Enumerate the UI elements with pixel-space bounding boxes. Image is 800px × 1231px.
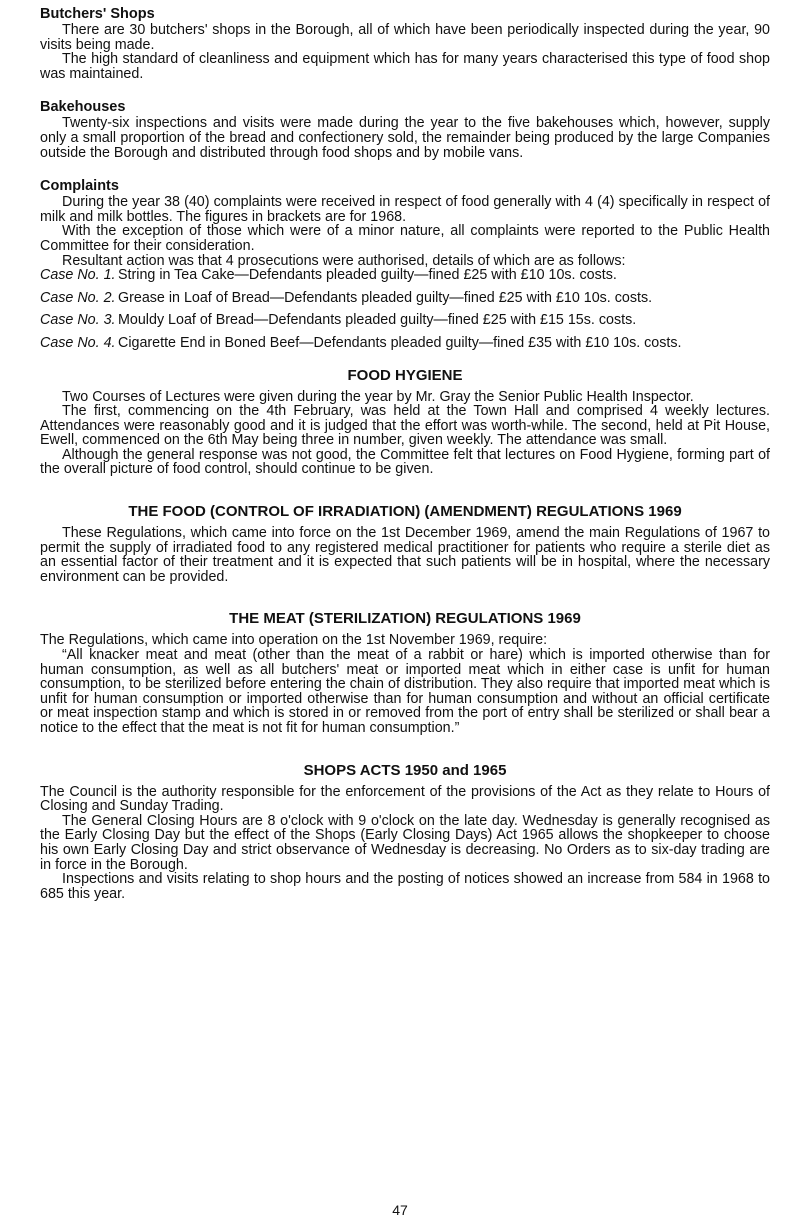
food-hygiene-paragraph-3: Although the general response was not good, the Committee felt that lectures on Food Hygiene, forming part of the overall picture of food control, should continue to be given. xyxy=(40,446,770,478)
bakehouses-paragraph: Twenty-six inspections and visits were made during the year to the five bakehouses which, however, supply only a small proportion of the bread and confectionery sold, the remainder being produced by the large Companies outside the Borough and distributed through food shops and by mobile vans. xyxy=(40,115,770,161)
case-label: Case No. 3. xyxy=(40,312,116,329)
case-text: String in Tea Cake—Defendants pleaded guilty—fined £25 with £10 10s. costs. xyxy=(118,267,617,284)
case-text: Cigarette End in Boned Beef—Defendants pleaded guilty—fined £35 with £10 10s. costs. xyxy=(118,334,682,351)
case-item xyxy=(40,291,770,306)
case-label: Case No. 1. xyxy=(40,267,116,284)
shops-paragraph-1: The Council is the authority responsible for the enforcement of the provisions of the Act as they relate to Hours of Closing and Sunday Trading. xyxy=(40,783,770,815)
food-hygiene-paragraph-2: The first, commencing on the 4th February, was held at the Town Hall and comprised 4 weekly lectures. Attendances were reasonably good and it is judged that the effort was worth-while. The second, held at Pit House, Ewell, commenced on the 6th May being three in number, given weekly. The attendance was small. xyxy=(40,403,770,449)
butchers-paragraph-1: There are 30 butchers' shops in the Borough, all of which have been periodically inspected during the year, 90 visits being made. xyxy=(40,22,770,53)
food-hygiene-paragraph-1: Two Courses of Lectures were given during the year by Mr. Gray the Senior Public Health Inspector. xyxy=(62,388,694,405)
case-item xyxy=(40,268,770,283)
meat-heading: THE MEAT (STERILIZATION) REGULATIONS 1969 xyxy=(229,610,581,628)
document-page xyxy=(40,6,770,901)
butchers-heading: Butchers' Shops xyxy=(40,6,155,22)
complaints-paragraph-2: With the exception of those which were of a minor nature, all complaints were reported to the Public Health Committee for their consideration. xyxy=(40,223,770,254)
case-item xyxy=(40,313,770,328)
shops-paragraph-3: Inspections and visits relating to shop hours and the posting of notices showed an increase from 584 in 1968 to 685 this year. xyxy=(40,871,770,902)
case-item xyxy=(40,336,770,351)
food-hygiene-heading: FOOD HYGIENE xyxy=(347,366,463,384)
shops-heading: SHOPS ACTS 1950 and 1965 xyxy=(303,761,507,779)
complaints-heading: Complaints xyxy=(40,178,119,195)
meat-paragraph: The Regulations, which came into operation on the 1st November 1969, require: xyxy=(40,632,548,649)
irradiation-paragraph: These Regulations, which came into force on the 1st December 1969, amend the main Regulations of 1967 to permit the supply of irradiated food to any registered medical practitioner for patients who require a sterile diet as an essential factor of their treatment and it is expected that such patients will be in hospital, where the necessary environment can be provided. xyxy=(40,525,770,585)
page-number: 47 xyxy=(392,1202,408,1218)
irradiation-heading: THE FOOD (CONTROL OF IRRADIATION) (AMENDMENT) REGULATIONS 1969 xyxy=(128,503,682,521)
meat-quote: “All knacker meat and meat (other than the meat of a rabbit or hare) which is imported otherwise than for human consumption, as well as all butchers' meat or imported meat which in either case is unfit for human consumption, to be sterilized before entering the chain of distribution. They also require that imported meat which is unfit for human consumption or imported otherwise than for human consumption and without an official certificate or meat inspection stamp and which is stored in or removed from the port of entry shall be sterilized or shall bear a notice to the effect that the meat is not fit for human consumption.” xyxy=(40,647,770,736)
shops-paragraph-2: The General Closing Hours are 8 o'clock with 9 o'clock on the late day. Wednesday is generally recognised as the Early Closing Day but the effect of the Shops (Early Closing Days) Act 1965 allows the shopkeeper to choose his own Early Closing Day and strict observance of Wednesday is decreasing. No Orders as to six-day trading are in force in the Borough. xyxy=(40,812,770,873)
case-text: Mouldy Loaf of Bread—Defendants pleaded guilty—fined £25 with £15 15s. costs. xyxy=(118,312,637,329)
butchers-paragraph-2: The high standard of cleanliness and equipment which has for many years characterised this type of food shop was maintained. xyxy=(40,51,770,82)
complaints-paragraph-3: Resultant action was that 4 prosecutions were authorised, details of which are as follows: xyxy=(62,252,626,269)
complaints-paragraph-1: During the year 38 (40) complaints were received in respect of food generally with 4 (4) specifically in respect of milk and milk bottles. The figures in brackets are for 1968. xyxy=(40,194,770,225)
case-text: Grease in Loaf of Bread—Defendants pleaded guilty—fined £25 with £10 10s. costs. xyxy=(118,289,653,306)
bakehouses-heading: Bakehouses xyxy=(40,99,126,116)
case-label: Case No. 2. xyxy=(40,289,116,306)
case-label: Case No. 4. xyxy=(40,334,116,351)
